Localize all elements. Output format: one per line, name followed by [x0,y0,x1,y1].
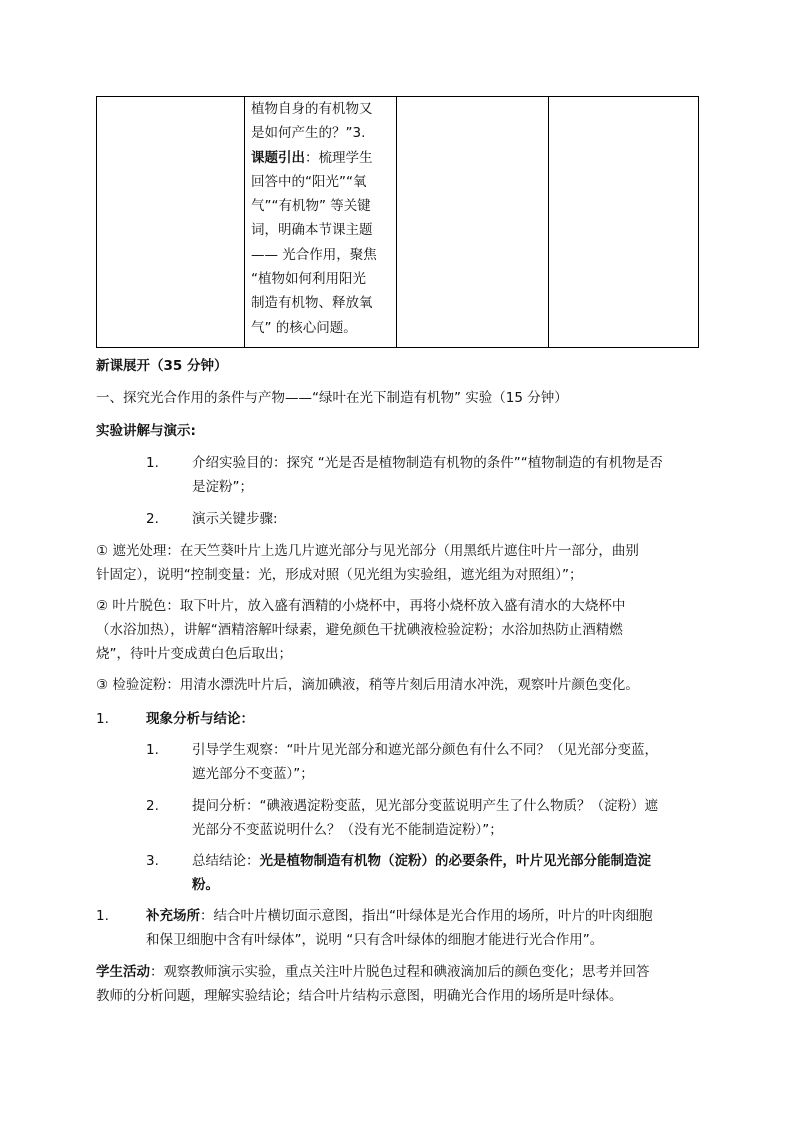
list-item-line: 遮光部分不变蓝）”； [192,766,314,782]
list-item-line [192,849,651,873]
step-line: 针固定），说明“控制变量：光，形成对照（见光组为实验组，遮光组为对照组）”； [96,567,583,583]
conclusion-prefix: 总结结论： [192,853,260,869]
cell-line-intro [251,146,390,170]
list-item [192,849,651,897]
cell-line: 气” 的核心问题。 [251,319,357,336]
list-number: 2. [146,511,159,527]
step-line: ③ 检验淀粉：用清水漂洗叶片后，滴加碘液，稍等片刻后用清水冲洗，观察叶片颜色变化。 [96,677,639,693]
supplement-title: 补充场所 [146,908,200,924]
list-item [192,794,658,842]
list-item [192,451,663,499]
student-label: 学生活动 [96,964,150,980]
cell-line: —— 光合作用，聚焦 [251,246,377,263]
list-number: 2. [146,798,159,814]
cell-line: 制造有机物、释放氧 [251,295,373,312]
conclusion-bold: 光是植物制造有机物（淀粉）的必要条件，叶片见光部分能制造淀 [259,853,651,869]
cell-line: 词，明确本节课主题 [251,222,373,239]
list-item-line: 光部分不变蓝说明什么？（没有光不能制造淀粉）”； [192,822,503,838]
list-item [192,738,658,786]
list-number: 1. [96,908,109,924]
section-heading: 新课展开（35 分钟） [96,358,228,374]
supplement-line [146,904,653,928]
cell-line: 是如何产生的？”3. [251,125,366,142]
student-activity [96,960,650,1008]
step-line: 烧”，待叶片变成黄白色后取出； [96,646,292,662]
student-line: 教师的分析问题，理解实验结论；结合叶片结构示意图，明确光合作用的场所是叶绿体。 [96,988,623,1004]
supplement-item [146,904,653,952]
list-item-line: 是淀粉”； [192,479,253,495]
intro-rest: ：梳理学生 [305,149,373,166]
list-number: 1. [146,455,159,471]
part1-title: 一、探究光合作用的条件与产物——“绿叶在光下制造有机物” 实验（15 分钟） [96,390,568,406]
supplement-line: 和保卫细胞中含有叶绿体”，说明 “只有含叶绿体的细胞才能进行光合作用”。 [146,932,604,948]
cell-line: 植物自身的有机物又 [251,101,373,117]
list-item-line: 提问分析：“碘液遇淀粉变蓝，见光部分变蓝说明产生了什么物质？（淀粉）遮 [192,798,658,814]
table-cell-content [245,97,397,348]
list-item-line: 介绍实验目的：探究 “光是否是植物制造有机物的条件”“植物制造的有机物是否 [192,455,663,471]
student-text: ：观察教师演示实验，重点关注叶片脱色过程和碘液滴加后的颜色变化；思考并回答 [150,964,650,980]
cell-line: “植物如何利用阳光 [251,271,366,288]
list-item-line [192,873,651,897]
intro-label: 课题引出 [251,149,305,166]
table-cell-empty-3 [549,97,699,348]
analysis-title: 现象分析与结论： [146,711,254,727]
lesson-table [96,96,699,348]
cell-text [251,97,390,340]
list-number: 1. [146,742,159,758]
list-number: 1. [96,711,109,727]
step-decolor [96,594,625,666]
cell-line: 回答中的“阳光”“氧 [251,173,367,190]
cell-line: 气”“有机物” 等关键 [251,198,371,215]
list-number: 3. [146,853,159,869]
step-starch-test [96,673,639,697]
step-line: （水浴加热），讲解“酒精溶解叶绿素，避免颜色干扰碘液检验淀粉；水浴加热防止酒精燃 [96,622,623,638]
step-line: ① 遮光处理：在天竺葵叶片上选几片遮光部分与见光部分（用黑纸片遮住叶片一部分，曲别 [96,543,639,559]
demo-heading: 实验讲解与演示: [96,423,196,439]
list-item-line: 引导学生观察：“叶片见光部分和遮光部分颜色有什么不同？（见光部分变蓝， [192,742,658,758]
list-item [192,507,278,531]
student-line [96,960,650,984]
step-line: ② 叶片脱色：取下叶片，放入盛有酒精的小烧杯中，再将小烧杯放入盛有清水的大烧杯中 [96,598,626,614]
step-shading [96,539,639,587]
table-cell-empty-2 [397,97,549,348]
list-item-line: 演示关键步骤: [192,511,278,527]
table-row [97,97,699,348]
conclusion-bold: 粉。 [192,877,219,893]
supplement-text: ：结合叶片横切面示意图，指出“叶绿体是光合作用的场所，叶片的叶肉细胞 [200,908,653,924]
table-cell-empty-1 [97,97,245,348]
